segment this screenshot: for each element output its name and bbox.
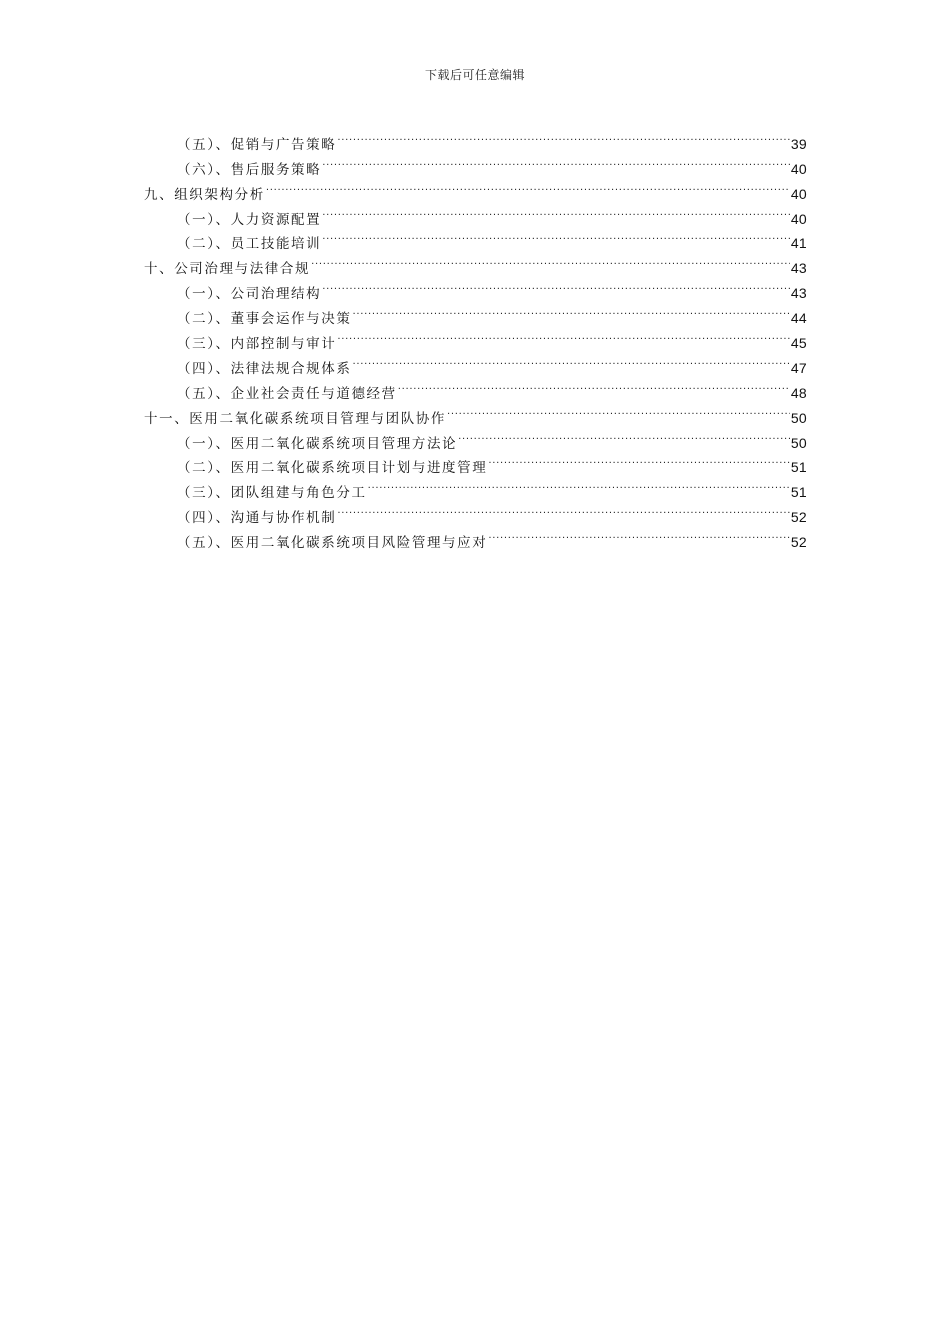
toc-entry-page-number: 52 (790, 509, 807, 526)
toc-entry[interactable] (144, 124, 807, 153)
toc-dot-leader (337, 497, 789, 522)
toc-entry-title: 十、公司治理与法律合规 (144, 261, 311, 278)
toc-entry-title: （一）、人力资源配置 (177, 211, 322, 228)
toc-entry-page-number: 50 (790, 434, 807, 451)
toc-dot-leader (447, 398, 790, 423)
toc-entry-title: （二）、董事会运作与决策 (177, 311, 352, 328)
toc-entry-page-number: 48 (790, 384, 807, 401)
toc-entry-title: （一）、医用二氧化碳系统项目管理方法论 (177, 435, 458, 452)
toc-entry-page-number: 45 (790, 335, 807, 352)
toc-entry-title: （四）、法律法规合规体系 (177, 360, 352, 377)
toc-dot-leader (311, 248, 790, 273)
toc-dot-leader (322, 224, 790, 249)
toc-entry-page-number: 50 (790, 409, 807, 426)
toc-entry-title: （五）、企业社会责任与道德经营 (177, 385, 397, 402)
toc-entry-page-number: 43 (790, 285, 807, 302)
toc-entry-page-number: 43 (790, 260, 807, 277)
toc-entry-title: （四）、沟通与协作机制 (177, 510, 337, 527)
toc-entry-page-number: 52 (790, 534, 807, 551)
toc-dot-leader (322, 149, 790, 174)
toc-entry-title: （六）、售后服务策略 (177, 161, 322, 178)
toc-entry-title: （五）、促销与广告策略 (177, 136, 337, 153)
toc-dot-leader (368, 472, 790, 497)
toc-entry-title: （二）、医用二氧化碳系统项目计划与进度管理 (177, 460, 488, 477)
toc-dot-leader (322, 273, 790, 298)
toc-entry-page-number: 51 (790, 459, 807, 476)
toc-dot-leader (337, 323, 789, 348)
toc-entry-page-number: 51 (790, 484, 807, 501)
toc-dot-leader (488, 522, 789, 547)
toc-dot-leader (488, 448, 789, 473)
table-of-contents (144, 124, 807, 552)
toc-entry-title: （三）、团队组建与角色分工 (177, 485, 367, 502)
toc-entry-page-number: 47 (790, 359, 807, 376)
toc-entry-page-number: 40 (790, 160, 807, 177)
toc-dot-leader (398, 373, 790, 398)
toc-entry-title: 十一、医用二氧化碳系统项目管理与团队协作 (144, 410, 446, 427)
toc-dot-leader (266, 174, 790, 199)
toc-dot-leader (352, 298, 789, 323)
toc-dot-leader (337, 124, 789, 149)
toc-entry-page-number: 41 (790, 235, 807, 252)
page-header: 下载后可任意编辑 (424, 68, 525, 82)
toc-dot-leader (458, 423, 790, 448)
toc-entry-title: 九、组织架构分析 (144, 186, 265, 203)
toc-dot-leader (322, 199, 790, 224)
toc-entry-page-number: 40 (790, 210, 807, 227)
toc-entry-title: （五）、医用二氧化碳系统项目风险管理与应对 (177, 535, 488, 552)
toc-entry-page-number: 44 (790, 310, 807, 327)
toc-entry-page-number: 40 (790, 185, 807, 202)
toc-entry-title: （二）、员工技能培训 (177, 236, 322, 253)
toc-entry-title: （三）、内部控制与审计 (177, 336, 337, 353)
toc-entry-title: （一）、公司治理结构 (177, 286, 322, 303)
toc-entry-page-number: 39 (790, 135, 807, 152)
toc-dot-leader (352, 348, 789, 373)
